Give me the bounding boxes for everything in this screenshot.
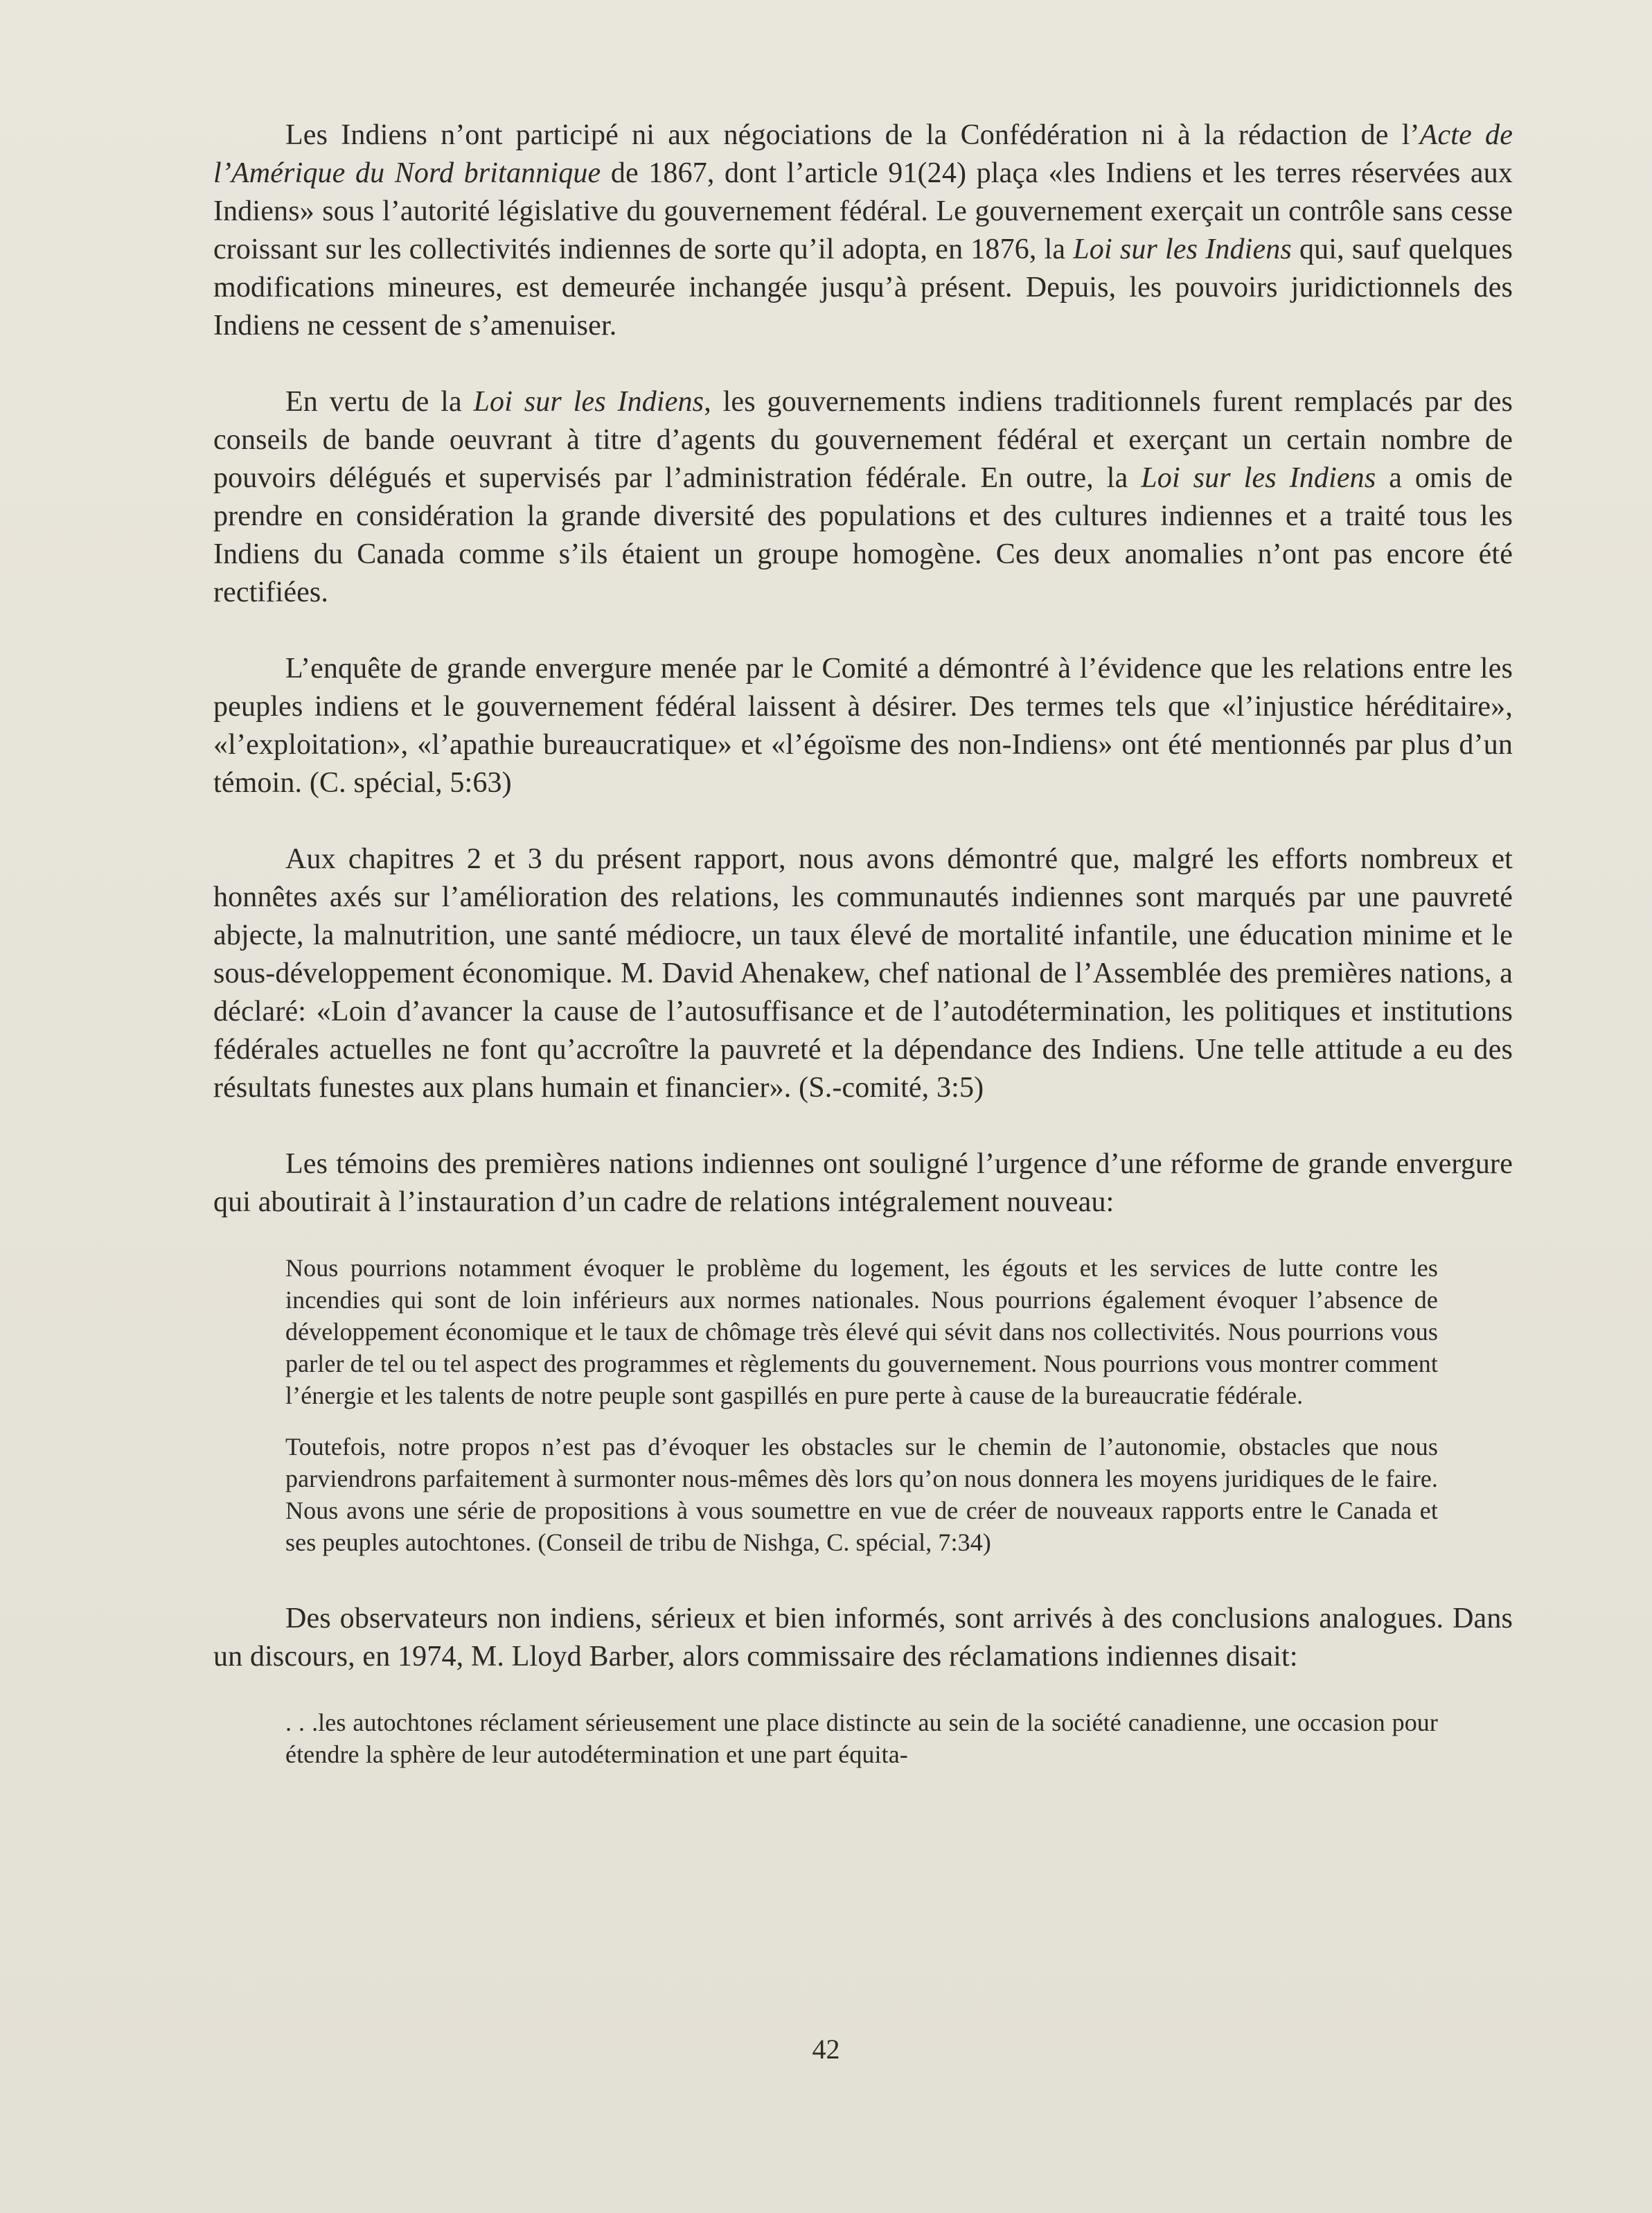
paragraph-3	[213, 650, 1513, 802]
block-quote-paragraph-2: Toutefois, notre propos n’est pas d’évoquer les obstacles sur le chemin de l’autonomie, obstacles que nous parviendrons parfaitement à surmonter nous-mêmes dès lors qu’on nous donnera les moyens juridiques de le faire. Nous avons une série de propositions à vous soumettre en vue de créer de nouveaux rapports entre le Canada et ses peuples autochtones. (Conseil de tribu de Nishga, C. spécial, 7:34)	[285, 1433, 1438, 1556]
paragraph-1-text-c: qui, sauf quelques modifications mineures, est demeurée inchangée jusqu’à présent. Depuis, les pouvoirs juridictionnels des Indiens ne cessent de s’amenuiser.	[213, 233, 1513, 342]
paragraph-2-text-b: , les gouvernements indiens traditionnels furent remplacés par des conseils de bande oeuvrant à titre d’agents du gouvernement fédéral et exerçant un certain nombre de pouvoirs délégués et supervisés par l’administration fédérale. En outre, la	[213, 386, 1513, 494]
text-column	[213, 116, 1513, 1812]
block-quote-barber	[213, 1707, 1513, 1770]
paragraph-6	[213, 1600, 1513, 1676]
paragraph-4-text: Aux chapitres 2 et 3 du présent rapport, nous avons démontré que, malgré les efforts nombreux et honnêtes axés sur l’amélioration des relations, les communautés indiennes sont marqués par une pauvreté abjecte, la malnutrition, une santé médiocre, un taux élevé de mortalité infantile, une éducation minime et le sous-développement économique. M. David Ahenakew, chef national de l’Assemblée des premières nations, a déclaré: «Loin d’avancer la cause de l’autosuffisance et de l’autodétermination, les politiques et institutions fédérales actuelles ne font qu’accroître la pauvreté et la dépendance des Indiens. Une telle attitude a eu des résultats funestes aux plans humain et financier». (S.-comité, 3:5)	[213, 843, 1513, 1104]
paragraph-5	[213, 1145, 1513, 1222]
paragraph-5-text: Les témoins des premières nations indiennes ont souligné l’urgence d’une réforme de grande envergure qui aboutirait à l’instauration d’un cadre de relations intégralement nouveau:	[213, 1148, 1513, 1218]
paragraph-2	[213, 383, 1513, 612]
paragraph-3-text: L’enquête de grande envergure menée par le Comité a démontré à l’évidence que les relations entre les peuples indiens et le gouvernement fédéral laissent à désirer. Des termes tels que «l’injustice héréditaire», «l’exploitation», «l’apathie bureaucratique» et «l’égoïsme des non-Indiens» ont été mentionnés par plus d’un témoin. (C. spécial, 5:63)	[213, 653, 1513, 799]
paragraph-2-text-c: a omis de prendre en considération la grande diversité des populations et des cultures indiennes et a traité tous les Indiens du Canada comme s’ils étaient un groupe homogène. Ces deux anomalies n’ont pas encore été rectifiées.	[213, 462, 1513, 608]
page-number: 42	[812, 2034, 840, 2065]
paragraph-1	[213, 116, 1513, 345]
paragraph-2-italic-a: Loi sur les Indiens	[473, 386, 704, 418]
paragraph-2-text-a: En vertu de la	[285, 386, 474, 418]
paragraph-1-text-b: de 1867, dont l’article 91(24) plaça «les Indiens et les terres réservées aux Indiens» sous l’autorité législative du gouvernement fédéral. Le gouvernement exerçait un contrôle sans cesse croissant sur les collectivités indiennes de sorte qu’il adopta, en 1876, la	[213, 157, 1513, 265]
paragraph-6-text: Des observateurs non indiens, sérieux et bien informés, sont arrivés à des conclusions analogues. Dans un discours, en 1974, M. Lloyd Barber, alors commissaire des réclamations indiennes disait:	[213, 1603, 1513, 1673]
paragraph-1-text-a: Les Indiens n’ont participé ni aux négociations de la Confédération ni à la rédaction de l’	[285, 119, 1420, 151]
paragraph-4	[213, 840, 1513, 1107]
paragraph-1-italic-b: Loi sur les Indiens	[1073, 233, 1292, 265]
block-quote-nishga	[213, 1252, 1513, 1558]
block-quote-barber-text: . . .les autochtones réclament sérieusement une place distincte au sein de la société canadienne, une occasion pour étendre la sphère de leur autodétermination et une part équita-	[285, 1709, 1438, 1768]
paragraph-2-italic-b: Loi sur les Indiens	[1141, 462, 1376, 494]
paragraph-1-italic-a: Acte de l’Amérique du Nord britannique	[213, 119, 1513, 189]
block-quote-paragraph-1: Nous pourrions notamment évoquer le problème du logement, les égouts et les services de lutte contre les incendies qui sont de loin inférieurs aux normes nationales. Nous pourrions également évoquer l’absence de développement économique et le taux de chômage très élevé qui sévit dans nos collectivités. Nous pourrions vous parler de tel ou tel aspect des programmes et règlements du gouvernement. Nous pourrions vous montrer comment l’énergie et les talents de notre peuple sont gaspillés en pure perte à cause de la bureaucratie fédérale.	[285, 1254, 1438, 1409]
